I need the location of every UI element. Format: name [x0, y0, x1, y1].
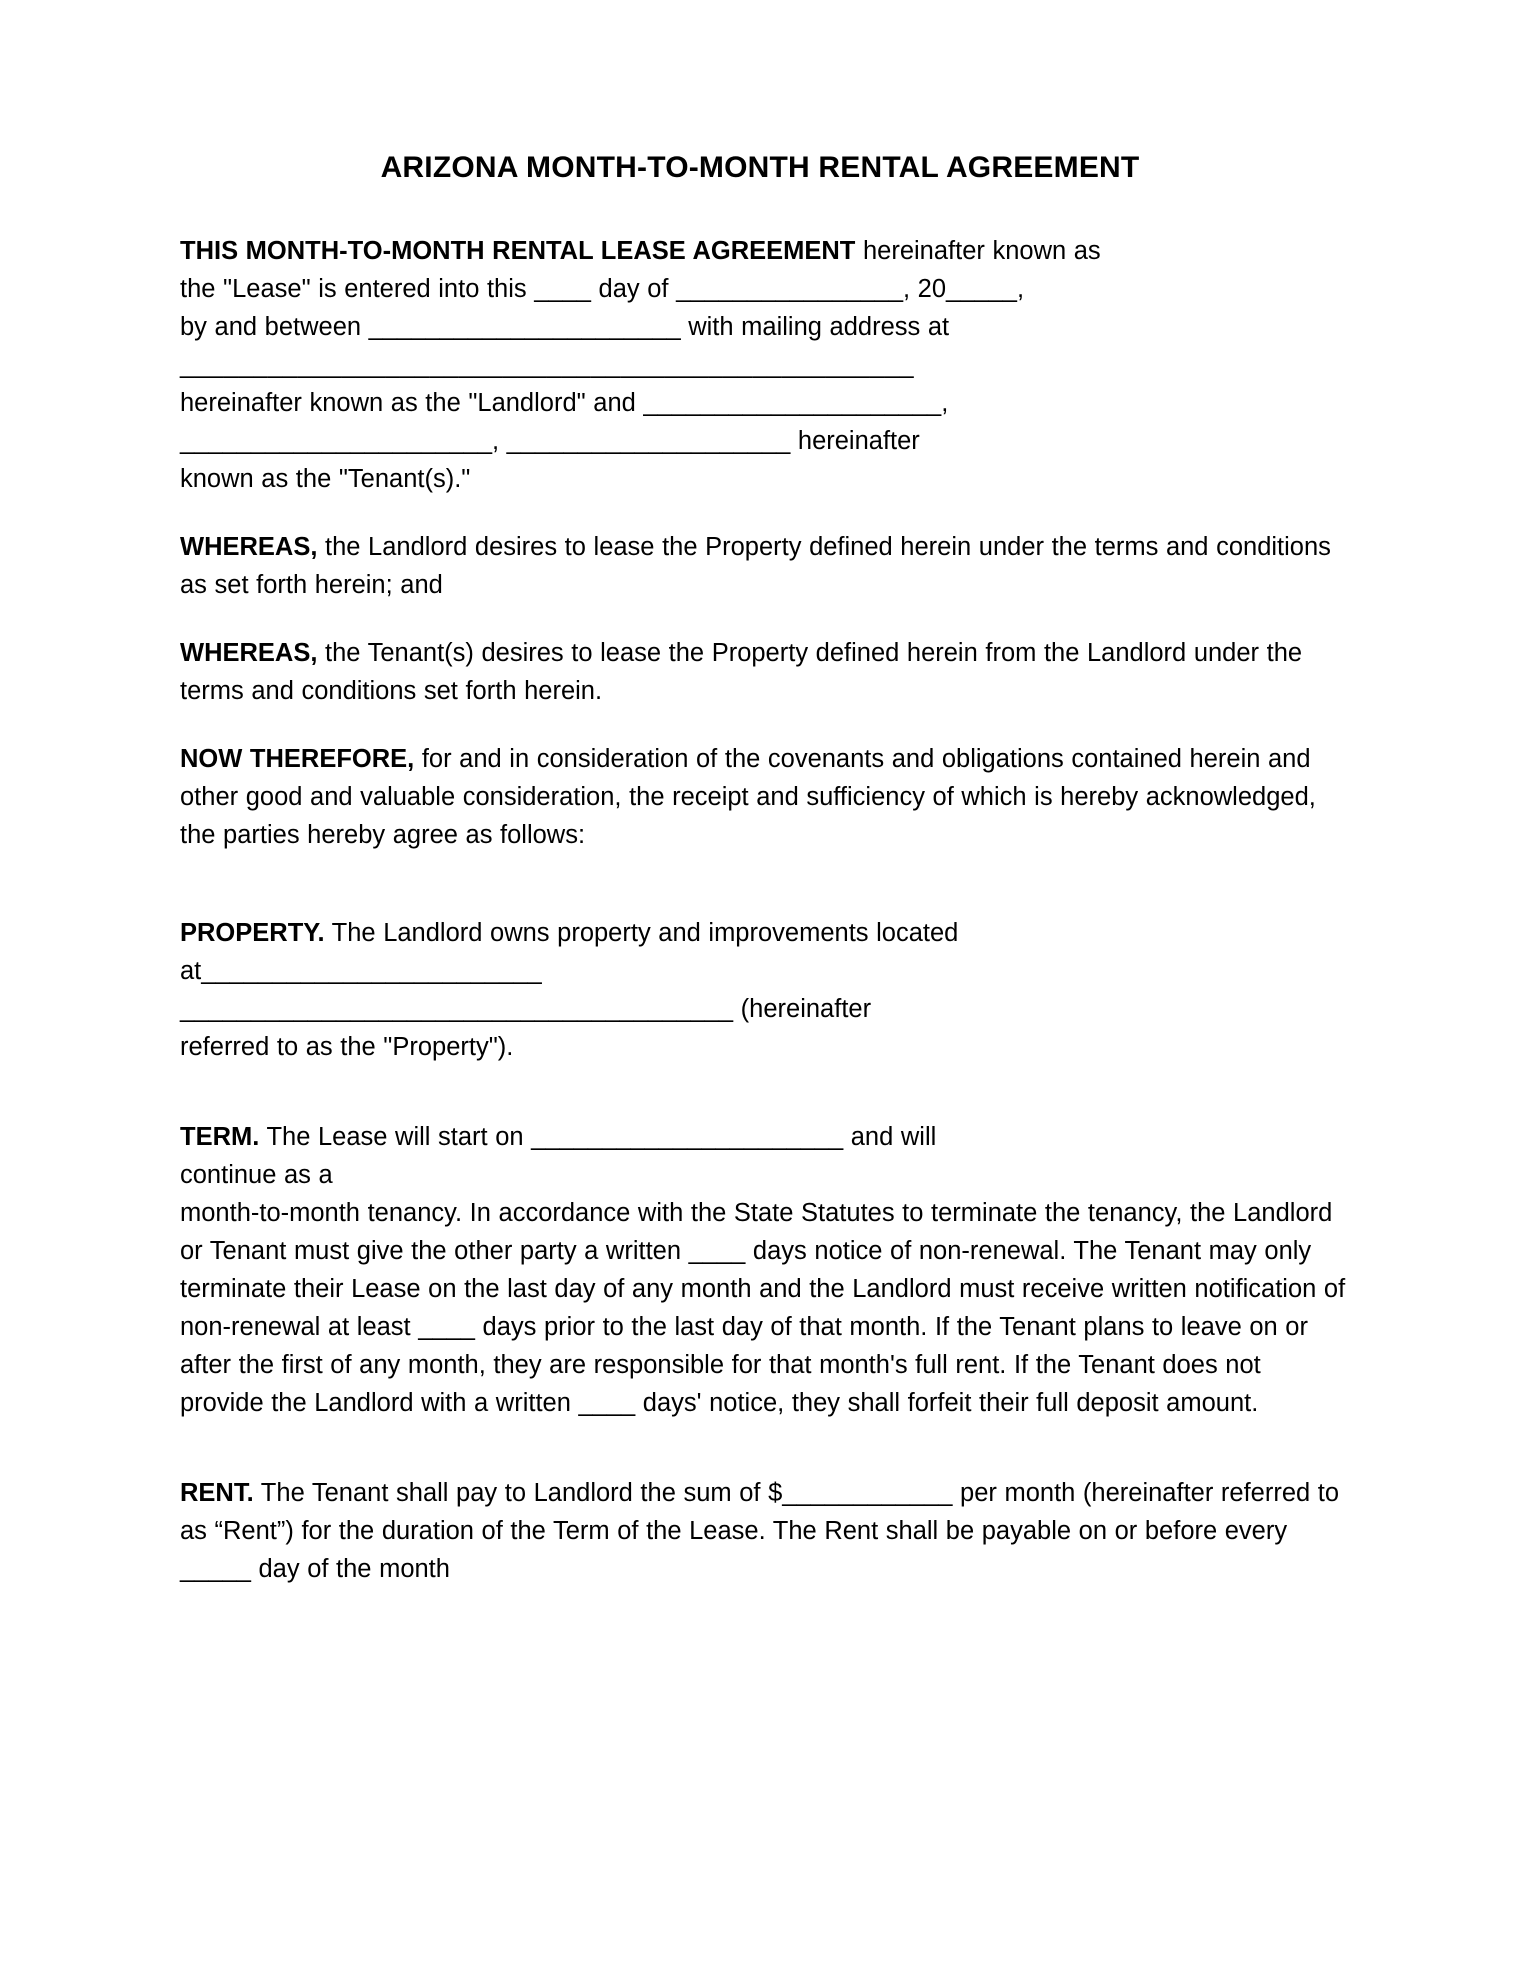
paragraph-whereas-tenant [180, 634, 1350, 710]
whereas-tenant-lead: WHEREAS, [180, 639, 318, 667]
term-line3: month-to-month tenancy. In accordance with the State Statutes to terminate the tenancy, the Landlord or Tenant must give the other party a written ____ days notice of non-renewal. The Tenant may only terminate their Lease on the last day of any month and the Landlord must receive written notification of non-renewal at least ____ days prior to the last day of that month. If the Tenant plans to leave on or after the first of any month, they are responsible for that month's full rent. If the Tenant does not provide the Landlord with a written ____ days' notice, they shall forfeit their full deposit amount. [180, 1199, 1346, 1417]
intro-line4: __________________________________________________ [180, 351, 915, 379]
document-body [180, 150, 1350, 1618]
rent-text: The Tenant shall pay to Landlord the sum of $____________ per month (hereinafter referred to as “Rent”) for the duration of the Term of the Lease. The Rent shall be payable on or before every _____ day of the month [180, 1479, 1340, 1583]
property-line3: _______________________________________ (hereinafter [180, 995, 872, 1023]
whereas-landlord-lead: WHEREAS, [180, 533, 318, 561]
intro-line1-rest: hereinafter known as [855, 237, 1101, 265]
intro-lead: THIS MONTH-TO-MONTH RENTAL LEASE AGREEMENT [180, 237, 856, 265]
term-line2: continue as a [180, 1161, 333, 1189]
intro-line5: hereinafter known as the "Landlord" and _____________________, [180, 389, 949, 417]
paragraph-now-therefore [180, 740, 1350, 854]
page-title: ARIZONA MONTH-TO-MONTH RENTAL AGREEMENT [380, 151, 1140, 184]
now-therefore-text: for and in consideration of the covenants and obligations contained herein and other good and valuable consideration, the receipt and sufficiency of which is hereby acknowledged, the parties hereby agree as follows: [180, 745, 1316, 849]
paragraph-rent [180, 1474, 1350, 1588]
term-lead: TERM. [180, 1123, 260, 1151]
property-line1: The Landlord owns property and improvements located [324, 919, 959, 947]
intro-line6: ______________________, ____________________ hereinafter [180, 427, 920, 455]
property-lead: PROPERTY. [180, 919, 325, 947]
term-line1: The Lease will start on ______________________ and will [259, 1123, 937, 1151]
whereas-landlord-text: the Landlord desires to lease the Property defined herein under the terms and conditions as set forth herein; and [180, 533, 1331, 599]
paragraph-property [180, 914, 1350, 1066]
paragraph-whereas-landlord [180, 528, 1350, 604]
intro-line2: the "Lease" is entered into this ____ day of ________________, 20_____, [180, 275, 1025, 303]
paragraph-term-body [180, 1194, 1350, 1422]
property-line2: at________________________ [180, 957, 542, 985]
rent-lead: RENT. [180, 1479, 254, 1507]
intro-line7: known as the "Tenant(s)." [180, 465, 471, 493]
property-line4: referred to as the "Property"). [180, 1033, 514, 1061]
intro-line3: by and between ______________________ with mailing address at [180, 313, 950, 341]
paragraph-term-head [180, 1118, 1350, 1194]
now-therefore-lead: NOW THEREFORE, [180, 745, 415, 773]
whereas-tenant-text: the Tenant(s) desires to lease the Property defined herein from the Landlord under the terms and conditions set forth herein. [180, 639, 1303, 705]
paragraph-intro [180, 232, 1350, 498]
